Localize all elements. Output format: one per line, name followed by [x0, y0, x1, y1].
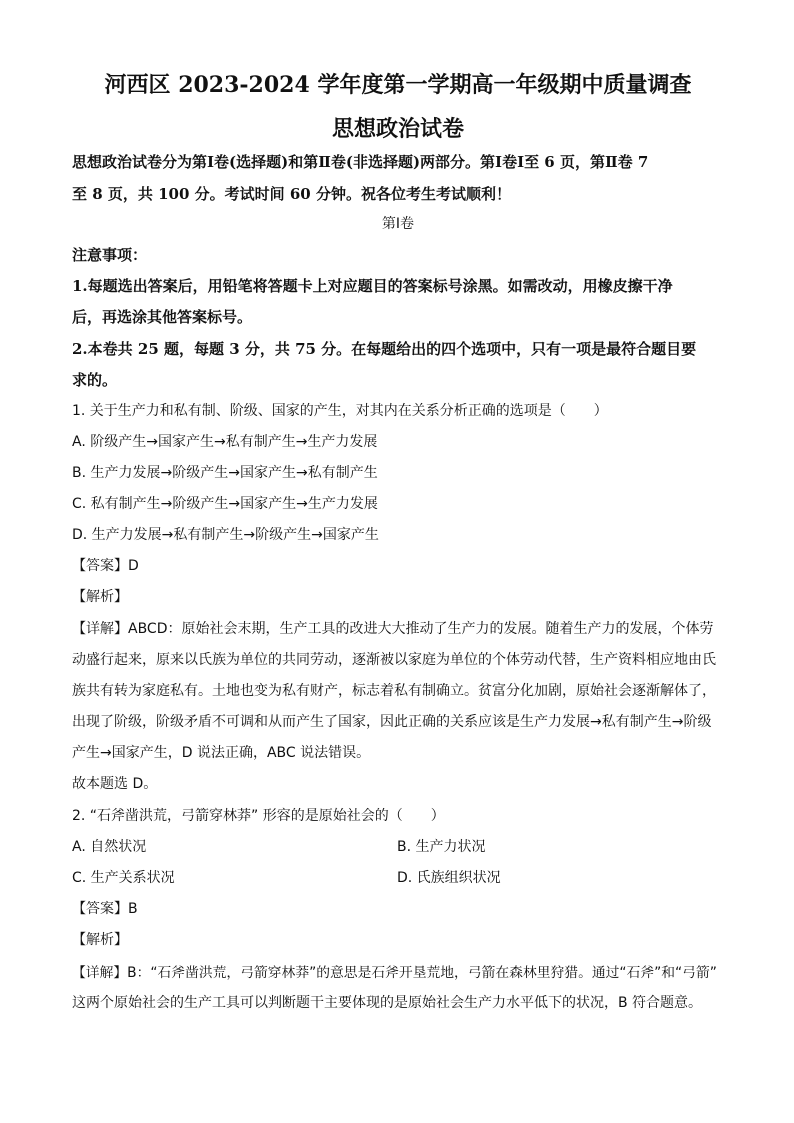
- question-2-option-c: C. 生产关系状况: [72, 870, 175, 886]
- question-1-detail-line-5: 产生→国家产生，D 说法正确，ABC 说法错误。: [72, 745, 371, 761]
- question-1-option-b: B. 生产力发展→阶级产生→国家产生→私有制产生: [72, 465, 378, 481]
- notice-item-2-line-2: 求的。: [72, 371, 118, 389]
- question-1-detail-line-2: 动盛行起来，原来以氏族为单位的共同劳动，逐渐被以家庭为单位的个体劳动代替，生产资料相应地由氏: [72, 652, 716, 668]
- notice-item-2-line-1: 2.本卷共 25 题，每题 3 分，共 75 分。在每题给出的四个选项中，只有一项是最符合题目要: [72, 340, 697, 358]
- notice-item-1-line-2: 后，再选涂其他答案标号。: [72, 308, 253, 326]
- intro-line-2: 至 8 页，共 100 分。考试时间 60 分钟。祝各位考生考试顺利！: [72, 185, 511, 203]
- question-1-answer: 【答案】D: [72, 558, 139, 574]
- notice-item-1-line-1: 1.每题选出答案后，用铅笔将答题卡上对应题目的答案标号涂黑。如需改动，用橡皮擦干净: [72, 277, 673, 295]
- question-2-detail-line-1: 【详解】B：“石斧凿洪荒，弓箭穿林莽”的意思是石斧开垦荒地，弓箭在森林里狩猎。通过“石斧”和“弓箭”: [72, 965, 717, 981]
- question-2-stem: 2. “石斧凿洪荒，弓箭穿林莽” 形容的是原始社会的（ ）: [72, 808, 445, 824]
- question-1-stem: 1. 关于生产力和私有制、阶级、国家的产生，对其内在关系分析正确的选项是（ ）: [72, 403, 608, 419]
- question-1-option-a: A. 阶级产生→国家产生→私有制产生→生产力发展: [72, 434, 378, 450]
- question-2-option-d: D. 氏族组织状况: [397, 870, 501, 886]
- question-1-detail-line-3: 族共有转为家庭私有。土地也变为私有财产，标志着私有制确立。贫富分化加剧，原始社会逐渐解体了，: [72, 683, 716, 699]
- notice-heading: 注意事项：: [72, 246, 148, 264]
- question-2-option-b: B. 生产力状况: [397, 839, 486, 855]
- question-2-option-a: A. 自然状况: [72, 839, 147, 855]
- question-1-detail-line-1: 【详解】ABCD：原始社会末期，生产工具的改进大大推动了生产力的发展。随着生产力的发展，个体劳: [72, 621, 714, 637]
- question-1-conclusion: 故本题选 D。: [72, 776, 158, 792]
- question-1-analysis-label: 【解析】: [72, 589, 128, 605]
- question-2-answer: 【答案】B: [72, 901, 138, 917]
- page-title: 河西区 2023-2024 学年度第一学期高一年级期中质量调查: [104, 72, 692, 98]
- question-2-detail-line-2: 这两个原始社会的生产工具可以判断题干主要体现的是原始社会生产力水平低下的状况，B 符合题意。: [72, 995, 703, 1011]
- intro-line-1: 思想政治试卷分为第Ⅰ卷(选择题)和第Ⅱ卷(非选择题)两部分。第Ⅰ卷Ⅰ至 6 页，第Ⅱ卷 7: [72, 153, 649, 171]
- question-2-analysis-label: 【解析】: [72, 932, 128, 948]
- page-subtitle: 思想政治试卷: [331, 116, 464, 142]
- question-1-detail-line-4: 出现了阶级，阶级矛盾不可调和从而产生了国家，因此正确的关系应该是生产力发展→私有制产生→阶级: [72, 714, 712, 730]
- question-1-option-c: C. 私有制产生→阶级产生→国家产生→生产力发展: [72, 496, 378, 512]
- question-1-option-d: D. 生产力发展→私有制产生→阶级产生→国家产生: [72, 527, 379, 543]
- section-title: 第Ⅰ卷: [381, 216, 415, 232]
